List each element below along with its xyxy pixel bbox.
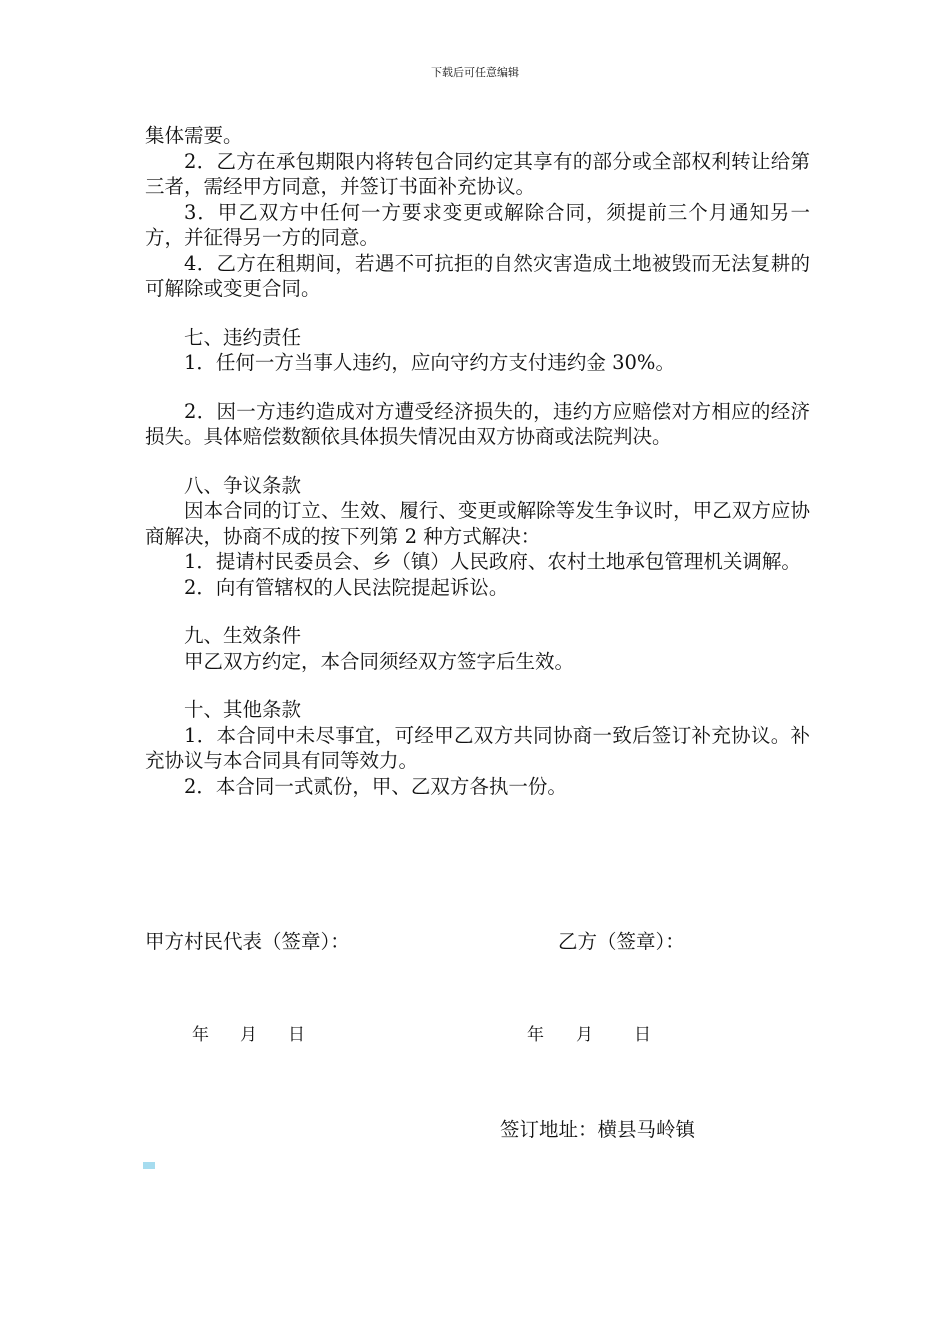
- clause-6-3: 3．甲乙双方中任何一方要求变更或解除合同，须提前三个月通知另一方，并征得另一方的同意。: [145, 200, 810, 249]
- party-a-date: [192, 1024, 305, 1046]
- clause-7-2: 2．因一方违约造成对方遭受经济损失的，违约方应赔偿对方相应的经济损失。具体赔偿数额依具体损失情况由双方协商或法院判决。: [145, 399, 810, 448]
- party-a-signature-label: 甲方村民代表（签章）：: [145, 930, 350, 953]
- section-9-text: 甲乙双方约定，本合同须经双方签字后生效。: [184, 649, 575, 673]
- party-b-date-year: 年: [527, 1025, 544, 1045]
- clause-7-1: 1．任何一方当事人违约，应向守约方支付违约金 30%。: [184, 351, 675, 374]
- contract-body: [145, 123, 810, 799]
- party-b-date-month: 月: [576, 1025, 593, 1045]
- party-a-date-year: 年: [192, 1025, 209, 1045]
- clause-10-1: 1．本合同中未尽事宜，可经甲乙双方共同协商一致后签订补充协议。补充协议与本合同具有同等效力。: [145, 723, 810, 772]
- page-header-note: 下载后可任意编辑: [431, 66, 519, 79]
- section-8-heading: 八、争议条款: [184, 473, 302, 497]
- clause-10-2: 2．本合同一式贰份，甲、乙双方各执一份。: [184, 774, 567, 798]
- clause-6-2: 2．乙方在承包期限内将转包合同约定其享有的部分或全部权利转让给第三者，需经甲方同意，并签订书面补充协议。: [145, 149, 810, 198]
- party-a-date-day: 日: [288, 1025, 305, 1045]
- section-7-heading: 七、违约责任: [184, 325, 302, 349]
- party-b-signature-label: 乙方（签章）：: [558, 930, 685, 953]
- page-marker: [143, 1162, 155, 1169]
- clause-8-2: 2．向有管辖权的人民法院提起诉讼。: [184, 575, 509, 599]
- section-10-heading: 十、其他条款: [184, 698, 302, 721]
- party-b-date: [527, 1024, 651, 1046]
- party-a-date-month: 月: [240, 1025, 257, 1045]
- section-9-heading: 九、生效条件: [184, 624, 302, 647]
- clause-8-1: 1．提请村民委员会、乡（镇）人民政府、农村土地承包管理机关调解。: [184, 550, 801, 573]
- clause-6-4: 4．乙方在租期间，若遇不可抗拒的自然灾害造成土地被毁而无法复耕的可解除或变更合同。: [145, 251, 810, 300]
- signing-address: 签订地址：横县马岭镇: [500, 1118, 696, 1141]
- paragraph-continuation: 集体需要。: [145, 124, 243, 147]
- party-b-date-day: 日: [634, 1025, 651, 1045]
- section-8-intro: 因本合同的订立、生效、履行、变更或解除等发生争议时，甲乙双方应协商解决，协商不成的按下列第 2 种方式解决：: [145, 499, 810, 548]
